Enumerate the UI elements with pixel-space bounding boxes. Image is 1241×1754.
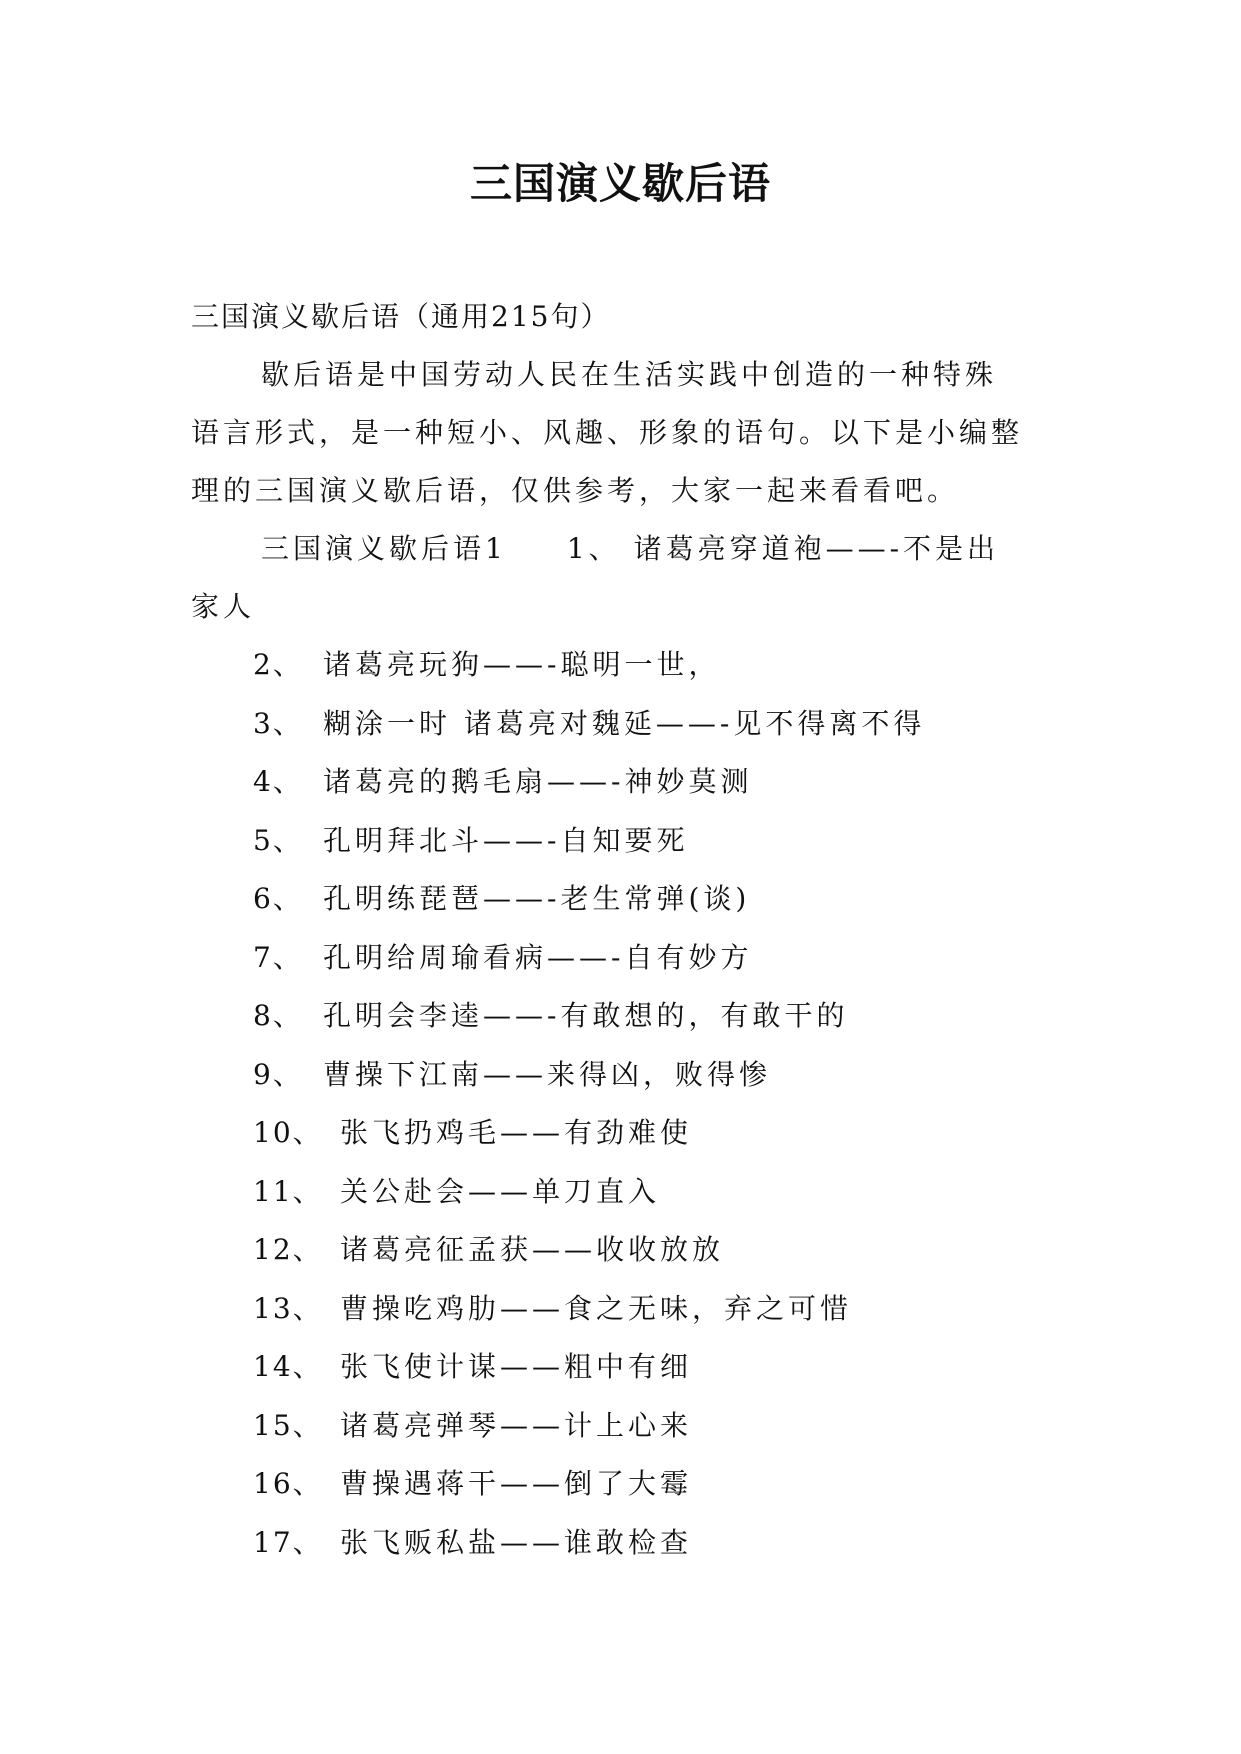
item-number: 14、: [253, 1350, 323, 1383]
item-number: 4、: [253, 765, 303, 798]
intro-paragraph-line-1: 歇后语是中国劳动人民在生活实践中创造的一种特殊: [261, 358, 998, 391]
list-item: [0, 695, 1241, 754]
item-number: 7、: [253, 940, 303, 974]
first-item-continuation: 家人: [191, 590, 256, 623]
document-subtitle: 三国演义歇后语（通用215句）: [191, 300, 611, 333]
proverb-list: [0, 636, 1241, 1572]
list-item: [0, 753, 1241, 812]
list-item: [0, 870, 1241, 929]
list-item: [0, 929, 1241, 988]
item-text: 张飞扔鸡毛——有劲难使: [340, 1116, 693, 1149]
item-text: 诸葛亮的鹅毛扇——-神妙莫测: [323, 765, 753, 798]
section-heading: 三国演义歇后语1: [261, 532, 507, 565]
item-number: 11、: [253, 1174, 323, 1208]
item-text: 曹操遇蒋干——倒了大霉: [340, 1467, 693, 1500]
section-heading-line: [191, 520, 1057, 578]
intro-paragraph-line-2: 语言形式，是一种短小、风趣、形象的语句。以下是小编整: [191, 416, 1024, 449]
item-text: 孔明练琵琶——-老生常弹(谈): [323, 882, 751, 915]
item-number: 8、: [253, 999, 303, 1032]
intro-paragraph-line-3: 理的三国演义歇后语，仅供参考，大家一起来看看吧。: [191, 474, 960, 507]
item-text: 孔明给周瑜看病——-自有妙方: [323, 940, 753, 974]
list-item: [0, 1163, 1241, 1222]
item-number: 6、: [253, 882, 303, 915]
item-text: 曹操吃鸡肋——食之无味，弃之可惜: [340, 1291, 853, 1325]
list-item: [0, 1280, 1241, 1339]
list-item: [0, 1104, 1241, 1163]
first-item-text: 诸葛亮穿道袍——-不是出: [633, 532, 1000, 565]
list-item: [0, 1046, 1241, 1105]
document-title: 三国演义歇后语: [469, 159, 771, 208]
item-text: 关公赴会——单刀直入: [340, 1174, 661, 1208]
item-text: 糊涂一时 诸葛亮对魏延——-见不得离不得: [323, 706, 926, 740]
item-text: 孔明拜北斗——-自知要死: [323, 823, 689, 857]
item-number: 13、: [253, 1291, 323, 1325]
item-number: 17、: [253, 1525, 323, 1559]
item-number: 5、: [253, 823, 303, 857]
item-text: 张飞贩私盐——谁敢检查: [340, 1525, 693, 1559]
item-text: 诸葛亮弹琴——计上心来: [340, 1408, 693, 1442]
item-text: 诸葛亮玩狗——-聪明一世，: [323, 648, 721, 681]
item-text: 张飞使计谋——粗中有细: [340, 1350, 693, 1383]
item-number: 10、: [253, 1116, 323, 1149]
item-number: 2、: [253, 648, 303, 681]
list-item: [0, 987, 1241, 1046]
list-item: [0, 812, 1241, 871]
list-item: [0, 1338, 1241, 1397]
list-item: [0, 1397, 1241, 1456]
item-number: 9、: [253, 1057, 303, 1091]
list-item: [0, 1514, 1241, 1573]
list-item: [0, 1455, 1241, 1514]
item-text: 诸葛亮征孟获——收收放放: [340, 1233, 725, 1266]
item-number: 3、: [253, 706, 303, 740]
item-number: 16、: [253, 1467, 323, 1500]
item-text: 孔明会李逵——-有敢想的，有敢干的: [323, 999, 849, 1032]
item-number: 15、: [253, 1408, 323, 1442]
list-item: [0, 636, 1241, 695]
list-item: [0, 1221, 1241, 1280]
item-number: 12、: [253, 1233, 323, 1266]
first-item-number: 1、: [566, 532, 621, 565]
item-text: 曹操下江南——来得凶，败得惨: [323, 1057, 772, 1091]
